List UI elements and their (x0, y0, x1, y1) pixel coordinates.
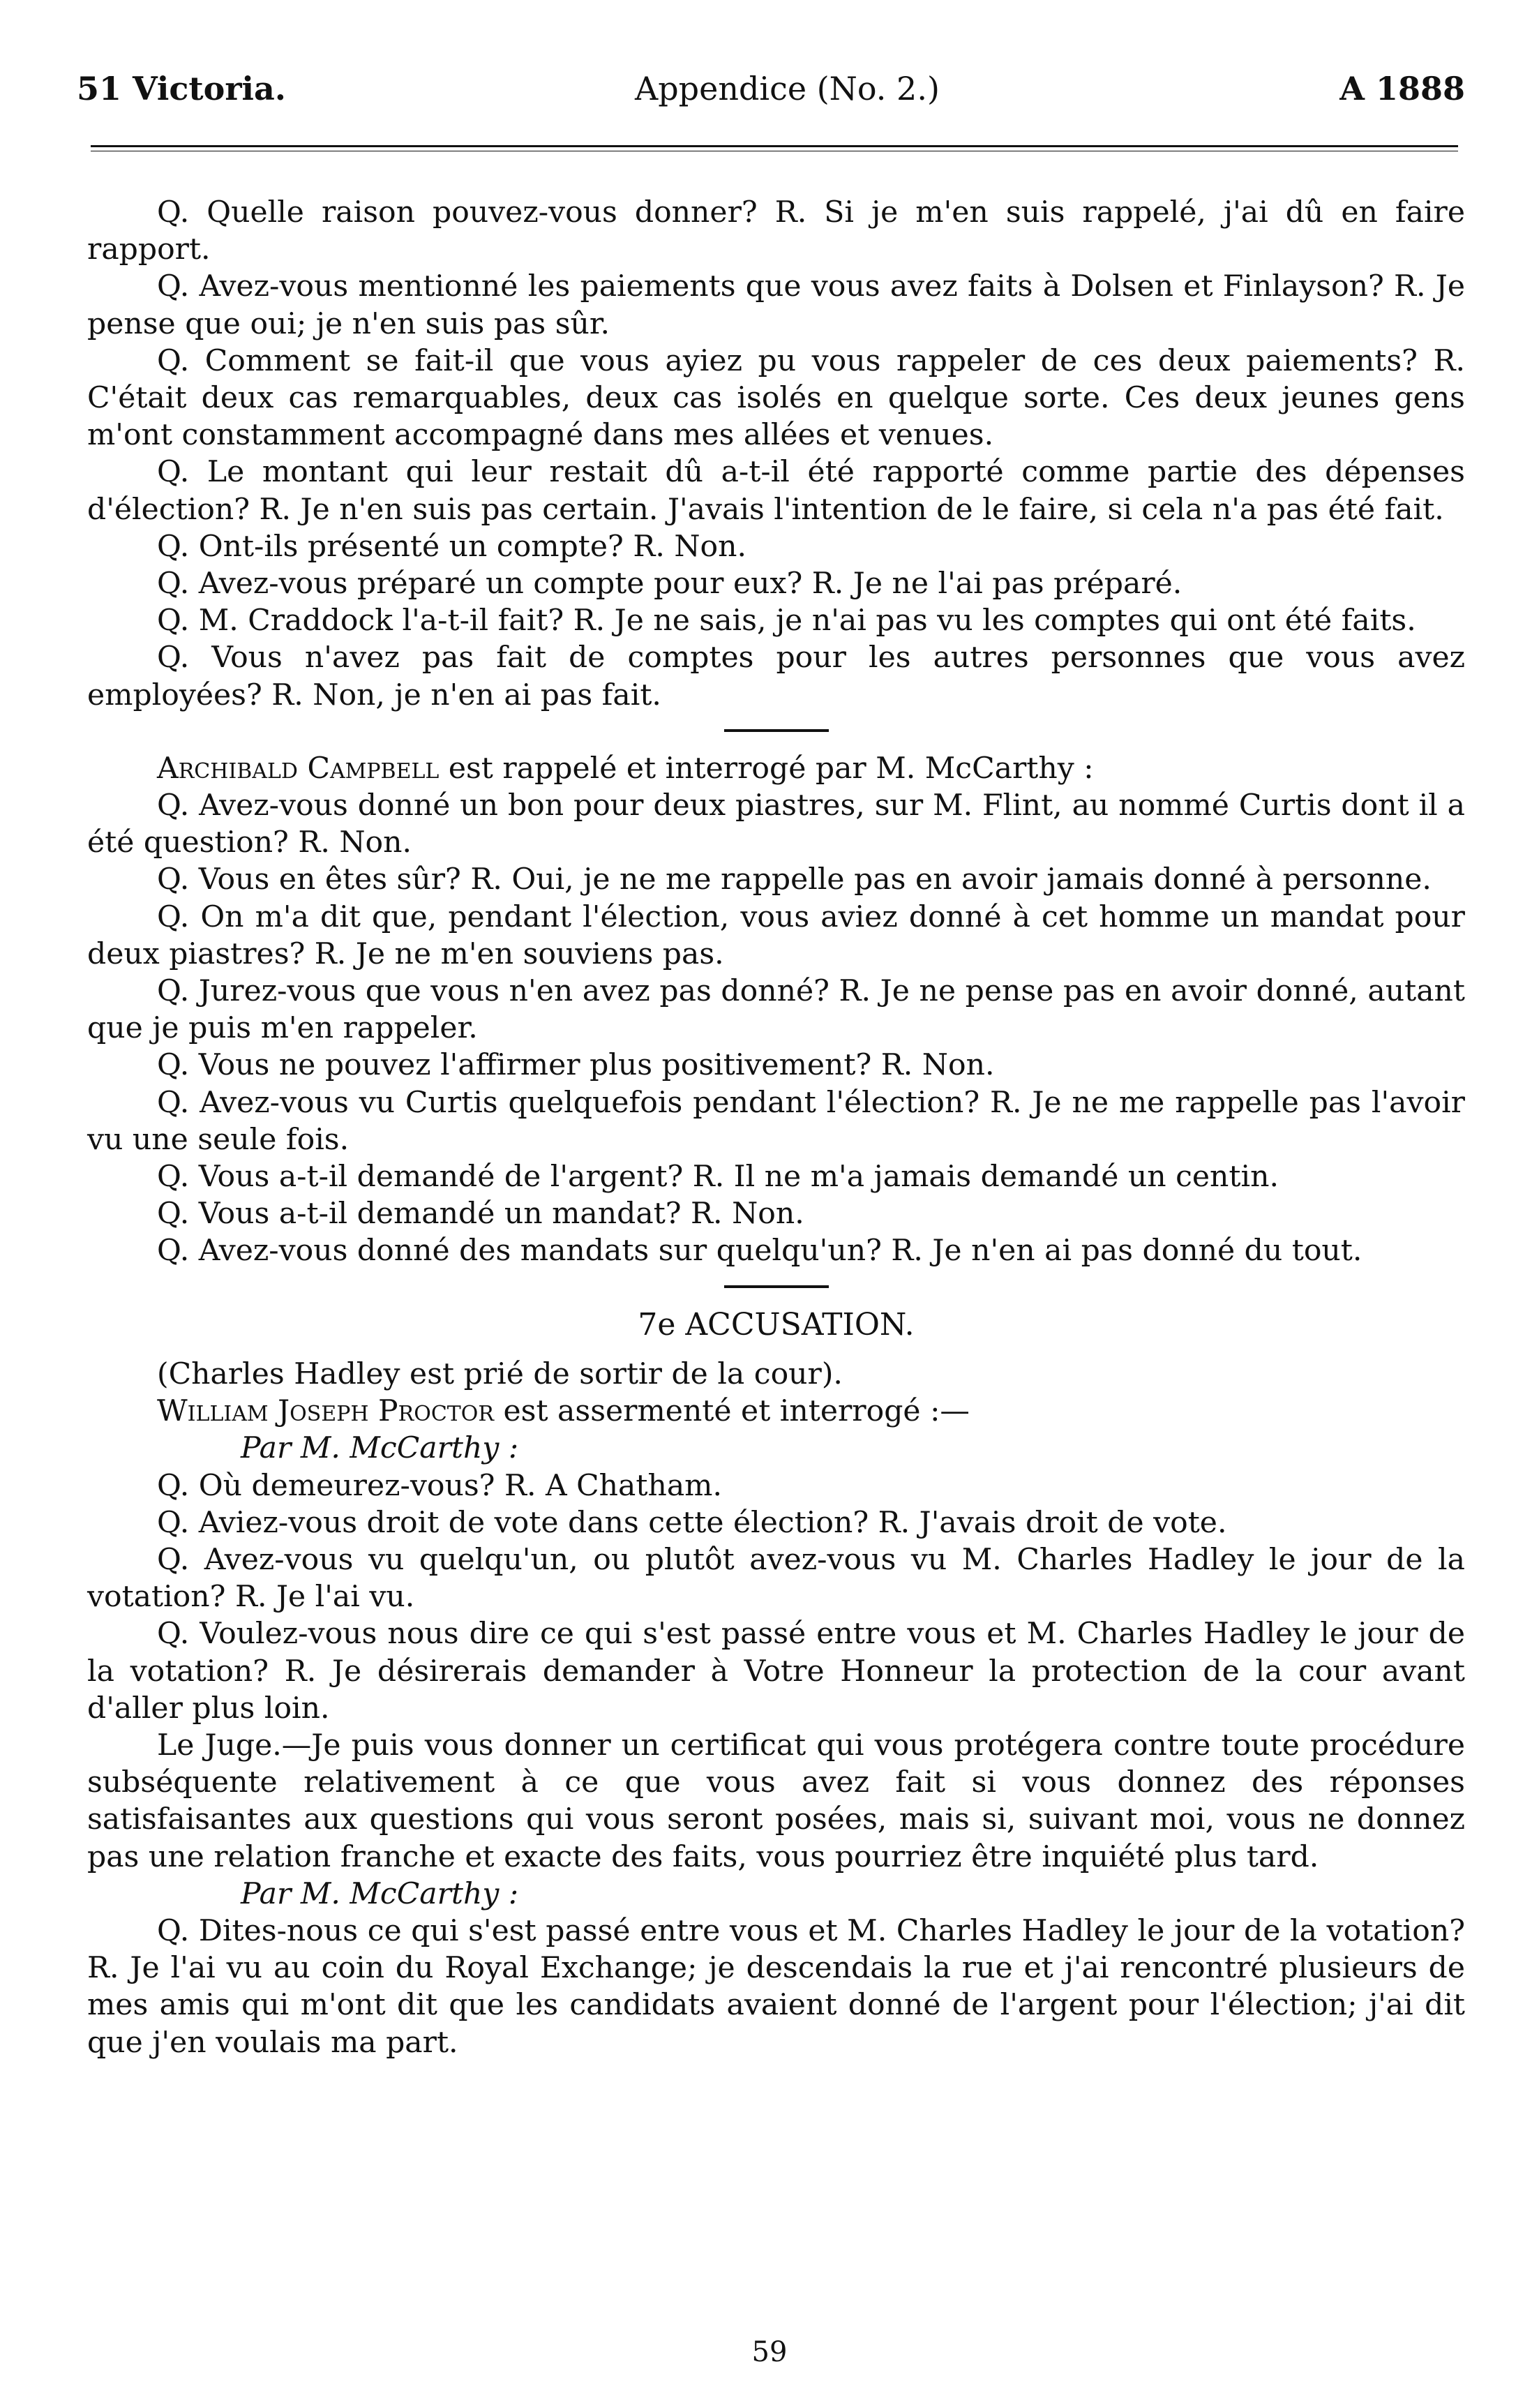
witness2-name: William Joseph Proctor (157, 1394, 494, 1429)
testimony-part-1 (87, 194, 1465, 714)
page-number: 59 (751, 2336, 788, 2368)
header-year: A 1888 (1339, 70, 1465, 107)
paragraph: Le Juge.—Je puis vous donner un certificat qui vous protégera contre toute procédure subséquente relativement à ce que vous avez fait si vous donnez des réponses satisfaisantes aux questions qui vous seront posées, mais si, suivant moi, vous ne donnez pas une relation franche et exacte des faits, vous pourriez être inquiété plus tard. (87, 1728, 1465, 1874)
testimony-part-3 (87, 1467, 1465, 1876)
paragraph: Q. Vous a-t-il demandé de l'argent? R. Il ne m'a jamais demandé un centin. (157, 1160, 1279, 1195)
paragraph: Q. Le montant qui leur restait dû a-t-il été rapporté comme partie des dépenses d'élection? R. Je n'en suis pas certain. J'avais l'intention de le faire, si cela n'a pas été fait. (87, 455, 1465, 527)
header-session: 51 Victoria. (77, 70, 286, 107)
paragraph: Q. Comment se fait-il que vous ayiez pu vous rappeler de ces deux paiements? R. C'était deux cas remarquables, deux cas isolés en quelque sorte. Ces deux jeunes gens m'ont constamment accompagné dans mes allées et venues. (87, 343, 1465, 453)
court-note: (Charles Hadley est prié de sortir de la cour). (157, 1356, 843, 1391)
section-heading: 7e ACCUSATION. (638, 1306, 915, 1343)
paragraph: Q. Jurez-vous que vous n'en avez pas donné? R. Je ne pense pas en avoir donné, autant que je puis m'en rappeler. (87, 974, 1465, 1046)
paragraph: Q. Avez-vous vu Curtis quelquefois pendant l'élection? R. Je ne me rappelle pas l'avoir vu une seule fois. (87, 1085, 1465, 1157)
paragraph: Q. Avez-vous préparé un compte pour eux? R. Je ne l'ai pas préparé. (157, 567, 1183, 601)
paragraph: Q. Vous ne pouvez l'affirmer plus positivement? R. Non. (157, 1048, 995, 1083)
paragraph: Q. Vous a-t-il demandé un mandat? R. Non. (157, 1197, 804, 1232)
section-separator (724, 1285, 829, 1288)
witness2-intro-text: est assermenté et interrogé :— (494, 1394, 970, 1429)
paragraph: Q. Aviez-vous droit de vote dans cette élection? R. J'avais droit de vote. (157, 1505, 1227, 1540)
paragraph: Q. M. Craddock l'a-t-il fait? R. Je ne sais, je n'ai pas vu les comptes qui ont été faits. (157, 604, 1416, 638)
paragraph: Q. Vous en êtes sûr? R. Oui, je ne me rappelle pas en avoir jamais donné à personne. (157, 862, 1432, 897)
header-rule (91, 145, 1458, 147)
examiner-label: Par M. McCarthy : (241, 1876, 519, 1911)
header-appendix: Appendice (No. 2.) (635, 70, 940, 107)
paragraph: Q. On m'a dit que, pendant l'élection, vous aviez donné à cet homme un mandat pour deux piastres? R. Je ne m'en souviens pas. (87, 899, 1465, 971)
testimony-part-4 (87, 1913, 1465, 2061)
testimony-part-2 (87, 787, 1465, 1270)
running-header (77, 70, 1465, 119)
paragraph: Q. Dites-nous ce qui s'est passé entre vous et M. Charles Hadley le jour de la votation? R. Je l'ai vu au coin du Royal Exchange; je descendais la rue et j'ai rencontré plusieurs de mes amis qui m'ont dit que les candidats avaient donné de l'argent pour l'élection; j'ai dit que j'en voulais ma part. (87, 1913, 1465, 2060)
paragraph: Q. Vous n'avez pas fait de comptes pour les autres personnes que vous avez employées? R. Non, je n'en ai pas fait. (87, 641, 1465, 712)
paragraph: Q. Avez-vous mentionné les paiements que vous avez faits à Dolsen et Finlayson? R. Je pense que oui; je n'en suis pas sûr. (87, 269, 1465, 341)
witness2-intro (87, 1393, 1465, 1430)
paragraph: Q. Ont-ils présenté un compte? R. Non. (157, 529, 746, 564)
witness-name: Archibald Campbell (157, 751, 440, 786)
paragraph: Q. Avez-vous donné un bon pour deux piastres, sur M. Flint, au nommé Curtis dont il a été question? R. Non. (87, 788, 1465, 860)
section-separator (724, 729, 829, 732)
examiner-label: Par M. McCarthy : (241, 1431, 519, 1466)
witness-intro (87, 750, 1465, 787)
paragraph: Q. Où demeurez-vous? R. A Chatham. (157, 1468, 722, 1503)
paragraph: Q. Voulez-vous nous dire ce qui s'est passé entre vous et M. Charles Hadley le jour de la votation? R. Je désirerais demander à Votre Honneur la protection de la cour avant d'aller plus loin. (87, 1617, 1465, 1726)
body-text (87, 194, 1465, 2061)
paragraph: Q. Avez-vous donné des mandats sur quelqu'un? R. Je n'en ai pas donné du tout. (157, 1234, 1362, 1269)
paragraph: Q. Quelle raison pouvez-vous donner? R. Si je m'en suis rappelé, j'ai dû en faire rapport. (87, 195, 1465, 267)
witness-intro-text: est rappelé et interrogé par M. McCarthy : (439, 751, 1094, 786)
paragraph: Q. Avez-vous vu quelqu'un, ou plutôt avez-vous vu M. Charles Hadley le jour de la votation? R. Je l'ai vu. (87, 1542, 1465, 1615)
